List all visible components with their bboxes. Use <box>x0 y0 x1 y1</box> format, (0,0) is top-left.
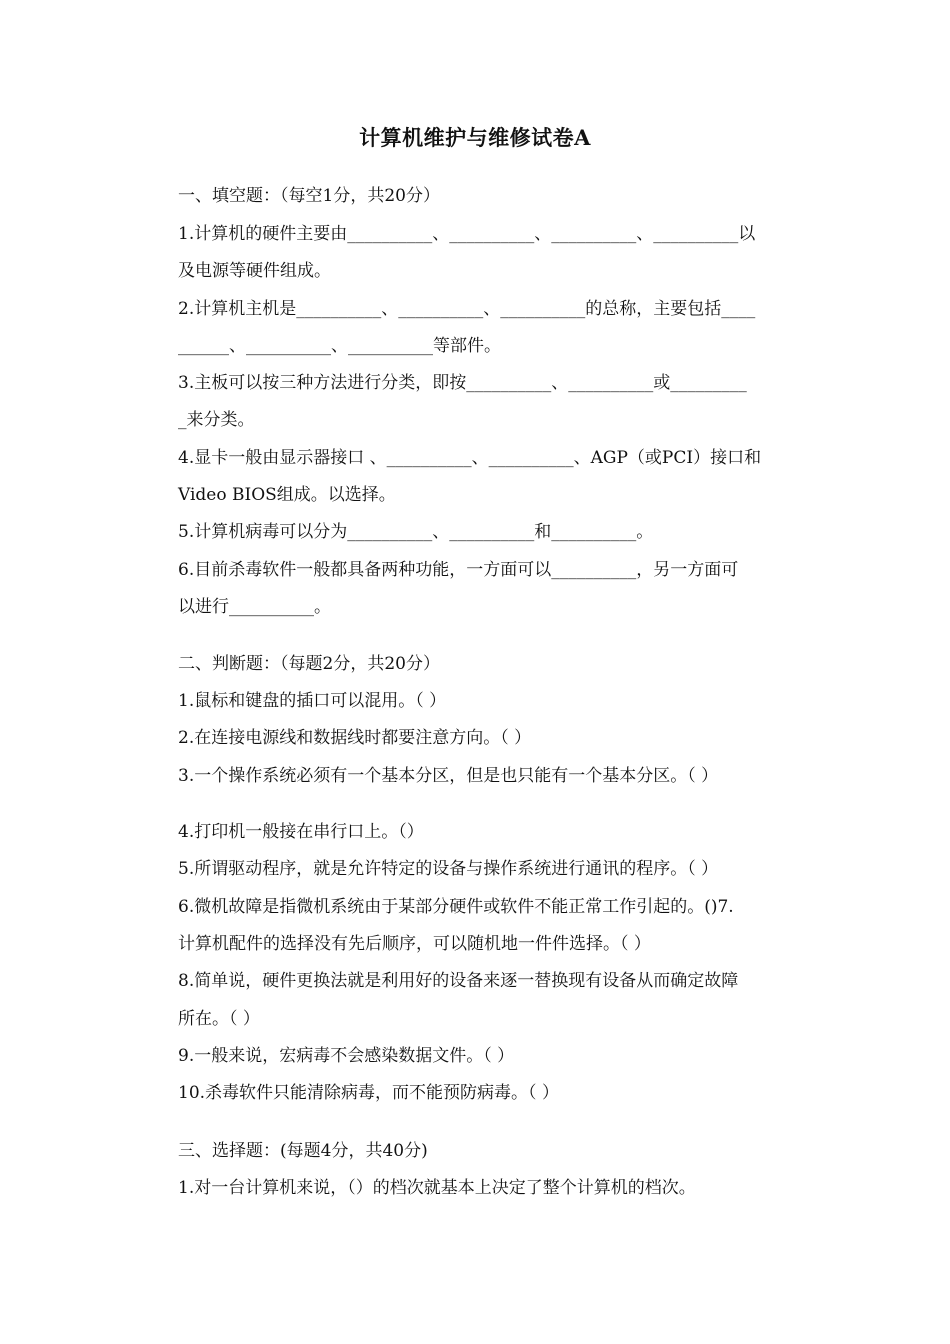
question-line: 以进行__________。 <box>178 597 331 617</box>
question-line: 3.主板可以按三种方法进行分类，即按__________、__________或_________ <box>178 373 747 393</box>
question-line: 及电源等硬件组成。 <box>178 261 331 281</box>
question-line: 4.显卡一般由显示器接口 、__________、__________、AGP（或PCI）接口和 <box>178 448 762 468</box>
question-line: 6.微机故障是指微机系统由于某部分硬件或软件不能正常工作引起的。()7. <box>178 897 734 917</box>
question-line: 6.目前杀毒软件一般都具备两种功能，一方面可以__________，另一方面可 <box>178 560 739 580</box>
question-line: 5.计算机病毒可以分为__________、__________和__________。 <box>178 522 654 542</box>
question-line: 10.杀毒软件只能清除病毒，而不能预防病毒。（ ） <box>178 1083 559 1103</box>
question-line: 2.计算机主机是__________、__________、__________的总称，主要包括____ <box>178 299 756 319</box>
section-heading-true-false: 二、判断题：（每题2分，共20分） <box>178 654 440 674</box>
question-line: 计算机配件的选择没有先后顺序，可以随机地一件件选择。（ ） <box>178 934 651 954</box>
question-line: 5.所谓驱动程序，就是允许特定的设备与操作系统进行通讯的程序。（ ） <box>178 859 719 879</box>
question-line: 1.鼠标和键盘的插口可以混用。（ ） <box>178 691 447 711</box>
question-line: 8.简单说，硬件更换法就是利用好的设备来逐一替换现有设备从而确定故障 <box>178 971 739 991</box>
question-line: Video BIOS组成。以选择。 <box>178 485 396 505</box>
question-line: 2.在连接电源线和数据线时都要注意方向。（ ） <box>178 728 532 748</box>
section-heading-multiple-choice: 三、选择题：(每题4分，共40分) <box>178 1141 428 1161</box>
section-heading-fill-in: 一、填空题：（每空1分，共20分） <box>178 186 440 206</box>
question-line: 3.一个操作系统必须有一个基本分区，但是也只能有一个基本分区。（ ） <box>178 766 719 786</box>
page-title: 计算机维护与维修试卷A <box>359 125 591 150</box>
question-line: 4.打印机一般接在串行口上。（） <box>178 822 424 842</box>
question-line: 1.计算机的硬件主要由__________、__________、__________、__________以 <box>178 224 756 244</box>
question-line: 所在。（ ） <box>178 1009 260 1029</box>
question-line: 9.一般来说，宏病毒不会感染数据文件。（ ） <box>178 1046 515 1066</box>
question-line: ______、__________、__________等部件。 <box>178 336 501 356</box>
question-line: _来分类。 <box>178 410 255 430</box>
question-line: 1.对一台计算机来说，（）的档次就基本上决定了整个计算机的档次。 <box>178 1178 696 1198</box>
